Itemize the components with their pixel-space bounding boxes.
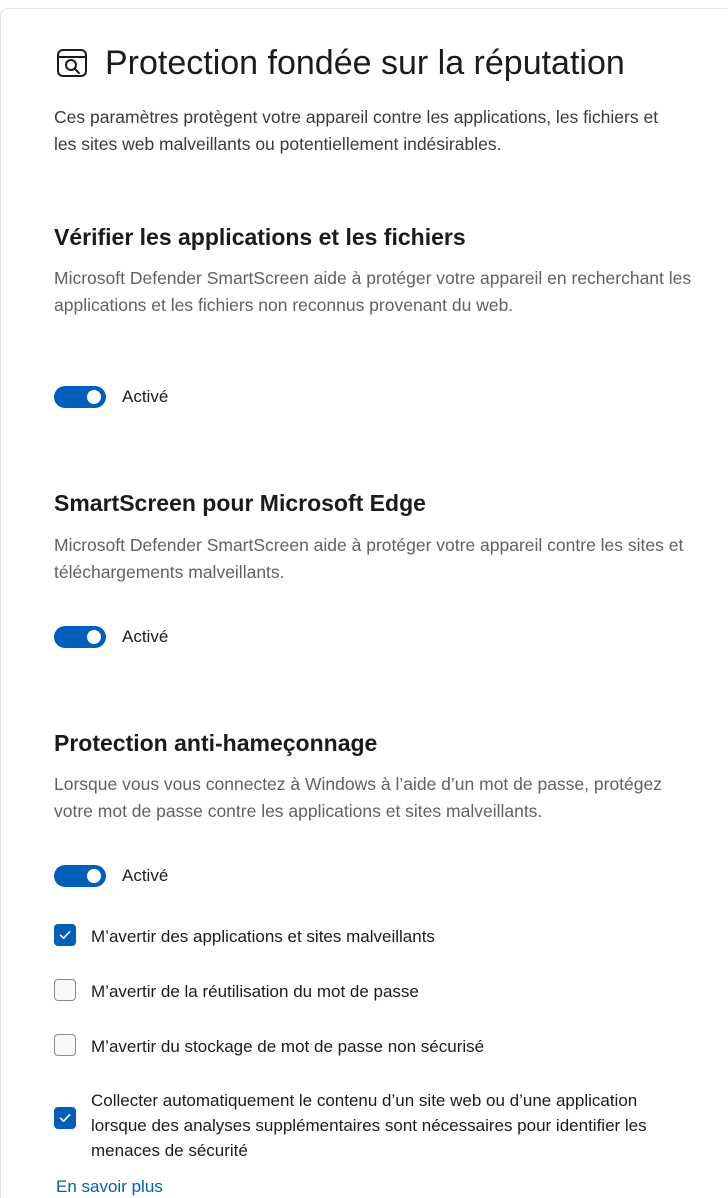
warn-malicious-checkbox[interactable] <box>54 924 76 946</box>
section-title-phishing: Protection anti-hameçonnage <box>54 730 378 756</box>
collect-content-checkbox[interactable] <box>54 1107 76 1129</box>
page-header <box>55 40 625 86</box>
checkbox-row-password-reuse[interactable] <box>54 979 696 1004</box>
app-browser-shield-icon <box>55 46 89 80</box>
section-title-smartscreen-edge: SmartScreen pour Microsoft Edge <box>54 490 426 516</box>
settings-panel <box>0 8 727 1198</box>
toggle-knob <box>87 630 101 644</box>
toggle-knob <box>87 390 101 404</box>
checkbox-label: Collecter automatiquement le contenu d’un site web ou d’une application lorsque des analyses supplémentaires sont nécessaires pour identifier les menaces de sécurité <box>91 1091 647 1160</box>
learn-more-link[interactable]: En savoir plus <box>56 1177 163 1196</box>
page-description: Ces paramètres protègent votre appareil contre les applications, les fichiers et les sites web malveillants ou potentiellement indésirables. <box>54 107 659 154</box>
checkbox-label: M’avertir de la réutilisation du mot de passe <box>91 982 419 1001</box>
toggle-row-phishing <box>54 864 168 888</box>
toggle-label: Activé <box>122 627 169 646</box>
toggle-label: Activé <box>122 866 169 885</box>
phishing-protection-toggle[interactable] <box>54 865 106 887</box>
warn-password-reuse-checkbox[interactable] <box>54 979 76 1001</box>
warn-unsafe-storage-checkbox[interactable] <box>54 1034 76 1056</box>
section-description-phishing: Lorsque vous vous connectez à Windows à l’aide d’un mot de passe, protégez votre mot de passe contre les applications et sites malveillants. <box>54 774 662 821</box>
section-title-check-apps: Vérifier les applications et les fichiers <box>54 224 466 250</box>
checkbox-label: M’avertir des applications et sites malveillants <box>91 927 435 946</box>
toggle-row-smartscreen-edge <box>54 625 168 649</box>
page-title: Protection fondée sur la réputation <box>105 44 625 82</box>
checkbox-row-unsafe-storage[interactable] <box>54 1034 696 1059</box>
section-description-smartscreen-edge: Microsoft Defender SmartScreen aide à protéger votre appareil contre les sites et téléchargements malveillants. <box>54 535 684 582</box>
section-description-check-apps: Microsoft Defender SmartScreen aide à protéger votre appareil en recherchant les applications et les fichiers non reconnus provenant du web. <box>54 268 692 315</box>
checkmark-icon <box>58 1111 72 1125</box>
toggle-knob <box>87 869 101 883</box>
checkbox-row-warn-malicious[interactable] <box>54 924 696 949</box>
check-apps-toggle[interactable] <box>54 386 106 408</box>
checkmark-icon <box>58 928 72 942</box>
toggle-label: Activé <box>122 387 169 406</box>
checkbox-label: M’avertir du stockage de mot de passe non sécurisé <box>91 1037 485 1056</box>
smartscreen-edge-toggle[interactable] <box>54 626 106 648</box>
toggle-row-check-apps <box>54 385 168 409</box>
checkbox-row-collect-content[interactable] <box>54 1088 696 1163</box>
